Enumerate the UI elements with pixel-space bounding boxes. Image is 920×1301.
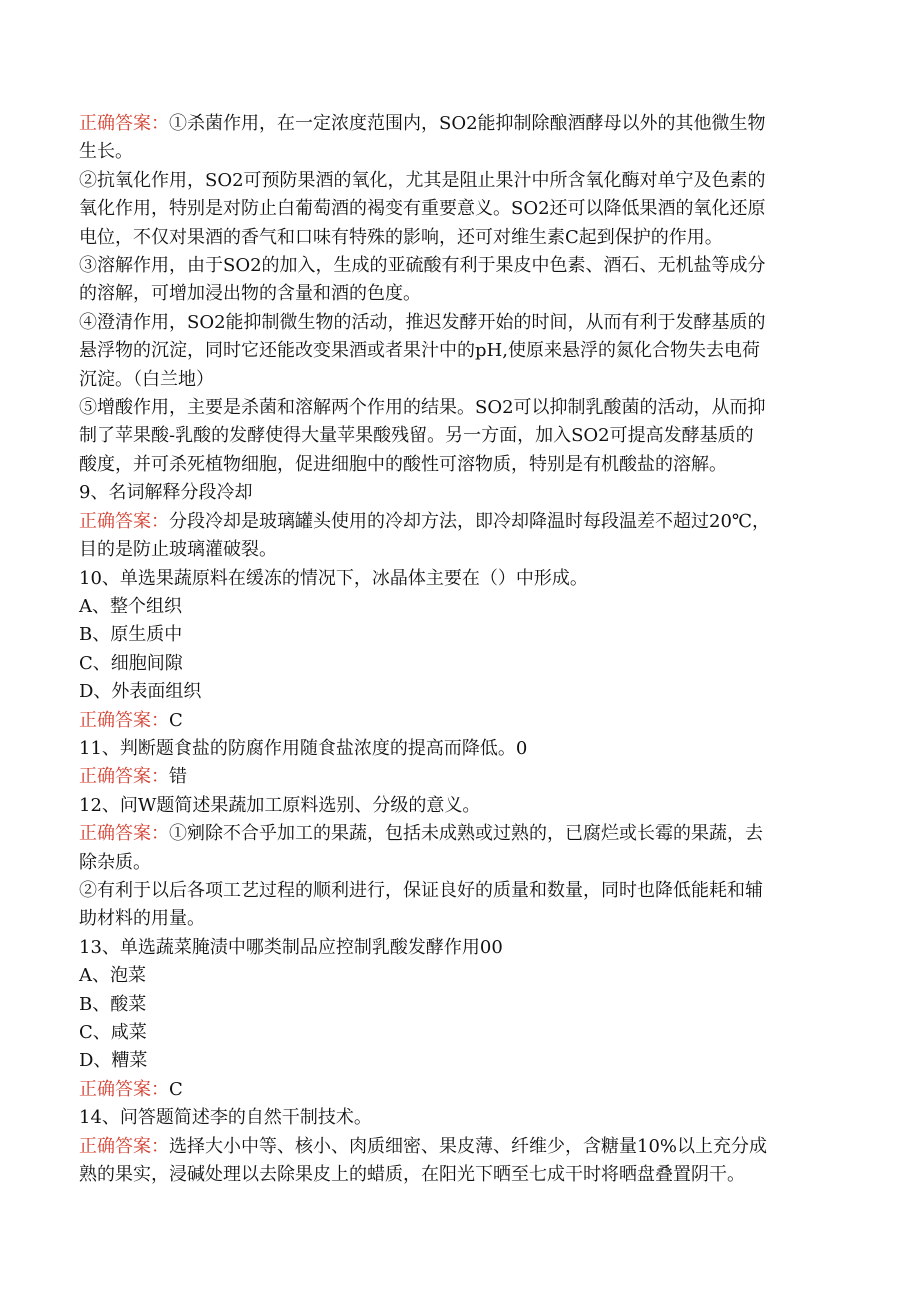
answer-label: 正确答案： xyxy=(79,1135,169,1157)
option-line: D、糟菜 xyxy=(79,1050,148,1072)
answer-label: 正确答案： xyxy=(79,510,169,532)
answer-line xyxy=(79,110,848,138)
answer-line: 助材料的用量。 xyxy=(79,908,205,930)
answer-text: 选择大小中等、核小、肉质细密、果皮薄、纤维少，含糖量10%以上充分成 xyxy=(169,1135,768,1157)
answer-line: 生长。 xyxy=(79,141,133,163)
answer-text: ①剜除不合乎加工的果蔬，包括未成熟或过熟的，已腐烂或长霉的果蔬，去 xyxy=(169,823,763,845)
option-line: C、咸菜 xyxy=(79,1022,147,1043)
answer-line: ②抗氧化作用，SO2可预防果酒的氧化，尤其是阻止果汁中所含氧化酶对单宁及色素的 xyxy=(79,169,766,191)
question-line: 9、名词解释分段冷却 xyxy=(79,482,253,504)
answer-line xyxy=(79,707,848,735)
answer-line: 的溶解，可增加浸出物的含量和酒的色度。 xyxy=(79,283,421,305)
answer-line xyxy=(79,508,848,536)
answer-line: ②有利于以后各项工艺过程的顺利进行，保证良好的质量和数量，同时也降低能耗和辅 xyxy=(79,879,763,901)
question-line: 12、问W题简述果蔬加工原料选别、分级的意义。 xyxy=(79,794,481,816)
question-line: 11、判断题食盐的防腐作用随食盐浓度的提高而降低。0 xyxy=(79,737,528,759)
answer-line: ③溶解作用，由于SO2的加入，生成的亚硫酸有利于果皮中色素、酒石、无机盐等成分 xyxy=(79,255,766,277)
answer-text: C xyxy=(169,709,183,731)
answer-line: 悬浮物的沉淀，同时它还能改变果酒或者果汁中的pH,使原来悬浮的氮化合物失去电荷 xyxy=(79,340,760,362)
answer-text: 分段冷却是玻璃罐头使用的冷却方法，即冷却降温时每段温差不超过20℃， xyxy=(169,510,771,532)
answer-line: ④澄清作用，SO2能抑制微生物的活动，推迟发酵开始的时间，从而有利于发酵基质的 xyxy=(79,311,766,333)
answer-line: 熟的果实，浸碱处理以去除果皮上的蜡质，在阳光下晒至七成干时将晒盘叠置阴干。 xyxy=(79,1164,745,1186)
question-line: 10、单选果蔬原料在缓冻的情况下，冰晶体主要在（）中形成。 xyxy=(79,567,588,589)
answer-text: 错 xyxy=(169,766,187,788)
answer-label: 正确答案： xyxy=(79,766,169,788)
question-line: 14、问答题简述李的自然干制技术。 xyxy=(79,1107,372,1129)
answer-line xyxy=(79,1076,848,1104)
answer-line xyxy=(79,1133,848,1161)
answer-line xyxy=(79,763,848,791)
option-line: B、酸菜 xyxy=(79,993,147,1015)
answer-line: 酸度，并可杀死植物细胞，促进细胞中的酸性可溶物质，特别是有机酸盐的溶解。 xyxy=(79,453,727,475)
answer-label: 正确答案： xyxy=(79,1078,169,1100)
answer-line: 除杂质。 xyxy=(79,851,151,873)
answer-line: 电位，不仅对果酒的香气和口味有特殊的影响，还可对维生素C起到保护的作用。 xyxy=(79,226,723,248)
answer-line xyxy=(79,820,848,848)
option-line: A、泡菜 xyxy=(79,965,146,987)
answer-line: 目的是防止玻璃灌破裂。 xyxy=(79,539,277,561)
answer-line: 氧化作用，特别是对防止白葡萄酒的褐变有重要意义。SO2还可以降低果酒的氧化还原 xyxy=(79,198,766,220)
option-line: A、整个组织 xyxy=(79,595,182,617)
answer-text: ①杀菌作用，在一定浓度范围内，SO2能抑制除酿酒酵母以外的其他微生物 xyxy=(169,113,766,134)
option-line: C、细胞间隙 xyxy=(79,652,183,674)
answer-line: ⑤增酸作用，主要是杀菌和溶解两个作用的结果。SO2可以抑制乳酸菌的活动，从而抑 xyxy=(79,397,766,419)
question-line: 13、单选蔬菜腌渍中哪类制品应控制乳酸发酵作用00 xyxy=(79,936,503,958)
answer-label: 正确答案： xyxy=(79,823,169,845)
option-line: B、原生质中 xyxy=(79,624,183,646)
answer-line: 沉淀。（白兰地） xyxy=(79,368,214,390)
answer-text: C xyxy=(169,1078,183,1100)
answer-label: 正确答案： xyxy=(79,709,169,731)
answer-label: 正确答案： xyxy=(79,113,169,134)
option-line: D、外表面组织 xyxy=(79,681,202,703)
answer-line: 制了苹果酸-乳酸的发酵使得大量苹果酸残留。另一方面，加入SO2可提高发酵基质的 xyxy=(79,425,754,447)
